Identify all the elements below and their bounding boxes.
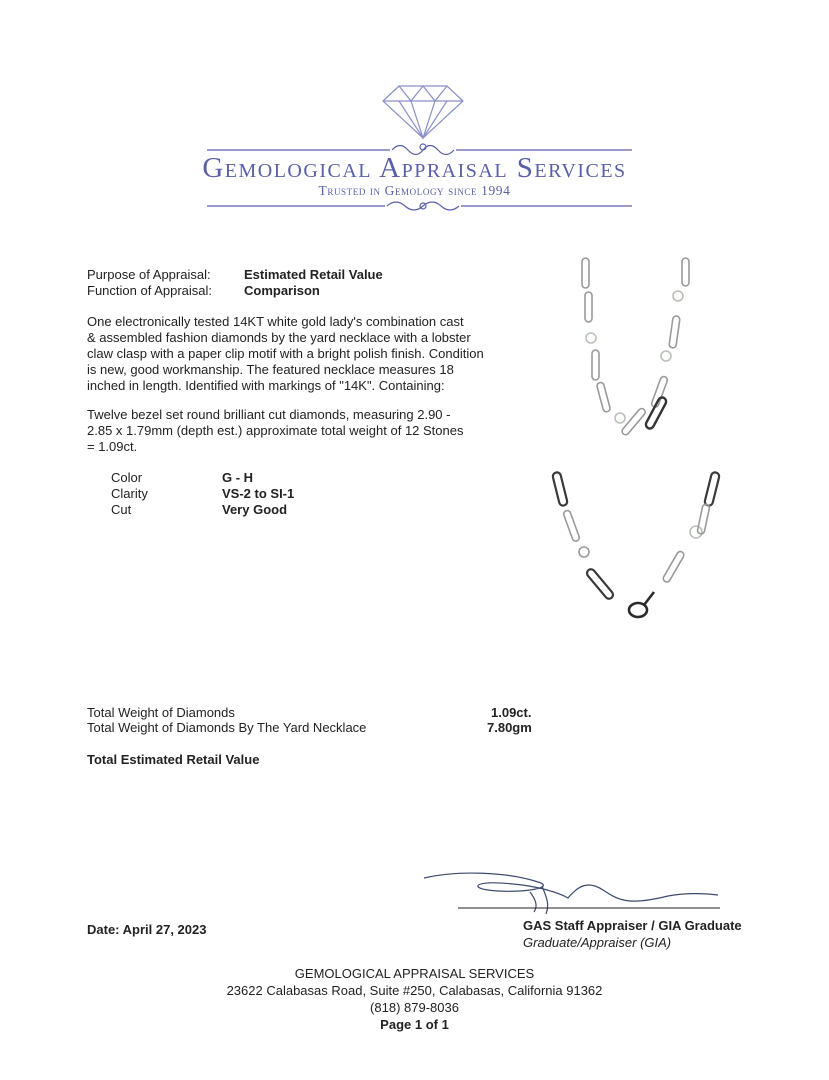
function-value: Comparison: [244, 283, 320, 298]
description-line: claw clasp with a paper clip motif with a bright polish finish. Condition: [87, 346, 484, 361]
diamond-logo-icon: [383, 86, 463, 138]
stones-line: 2.85 x 1.79mm (depth est.) approximate total weight of 12 Stones: [87, 423, 464, 438]
page-number: Page 1 of 1: [380, 1017, 449, 1032]
grade-value-color: G - H: [222, 470, 254, 485]
purpose-label: Purpose of Appraisal:: [87, 267, 211, 282]
necklace-weight-value: 7.80gm: [487, 720, 532, 735]
appraiser-title: GAS Staff Appraiser / GIA Graduate: [523, 918, 742, 933]
stones-line: Twelve bezel set round brilliant cut diamonds, measuring 2.90 -: [87, 407, 451, 422]
grade-label-clarity: Clarity: [111, 486, 148, 501]
signature-scribble: [418, 866, 728, 918]
necklace-weight-label: Total Weight of Diamonds By The Yard Necklace: [87, 720, 367, 735]
stones-line: = 1.09ct.: [87, 439, 138, 454]
function-label: Function of Appraisal:: [87, 283, 213, 298]
necklace-photo-bottom: [550, 470, 730, 630]
necklace-photo-top: [560, 256, 710, 456]
purpose-value: Estimated Retail Value: [244, 267, 383, 282]
description-line: One electronically tested 14KT white gold lady's combination cast: [87, 314, 464, 329]
description-line: is new, good workmanship. The featured necklace measures 18: [87, 362, 454, 377]
footer-company: GEMOLOGICAL APPRAISAL SERVICES: [294, 966, 535, 981]
company-tagline: Trusted in Gemology since 1994: [318, 183, 511, 198]
grade-label-color: Color: [111, 470, 143, 485]
ornament-bottom: [207, 202, 632, 210]
grade-label-cut: Cut: [111, 502, 132, 517]
total-weight-label: Total Weight of Diamonds: [87, 705, 235, 720]
stones-description: [87, 407, 512, 455]
description-line: & assembled fashion diamonds by the yard necklace with a lobster: [87, 330, 471, 345]
footer-phone: (818) 879-8036: [370, 1000, 459, 1015]
grade-value-cut: Very Good: [222, 502, 288, 517]
appraisal-date: Date: April 27, 2023: [87, 922, 207, 937]
company-name: Gemological Appraisal Services: [202, 152, 627, 184]
total-weight-value: 1.09ct.: [491, 705, 532, 720]
description-line: inched in length. Identified with markings of "14K". Containing:: [87, 378, 445, 393]
item-description: [87, 314, 512, 394]
retail-value-label: Total Estimated Retail Value: [87, 752, 260, 767]
appraiser-subtitle: Graduate/Appraiser (GIA): [523, 935, 672, 950]
footer-address: 23622 Calabasas Road, Suite #250, Calabasas, California 91362: [226, 983, 603, 998]
grade-value-clarity: VS-2 to SI-1: [222, 486, 295, 501]
